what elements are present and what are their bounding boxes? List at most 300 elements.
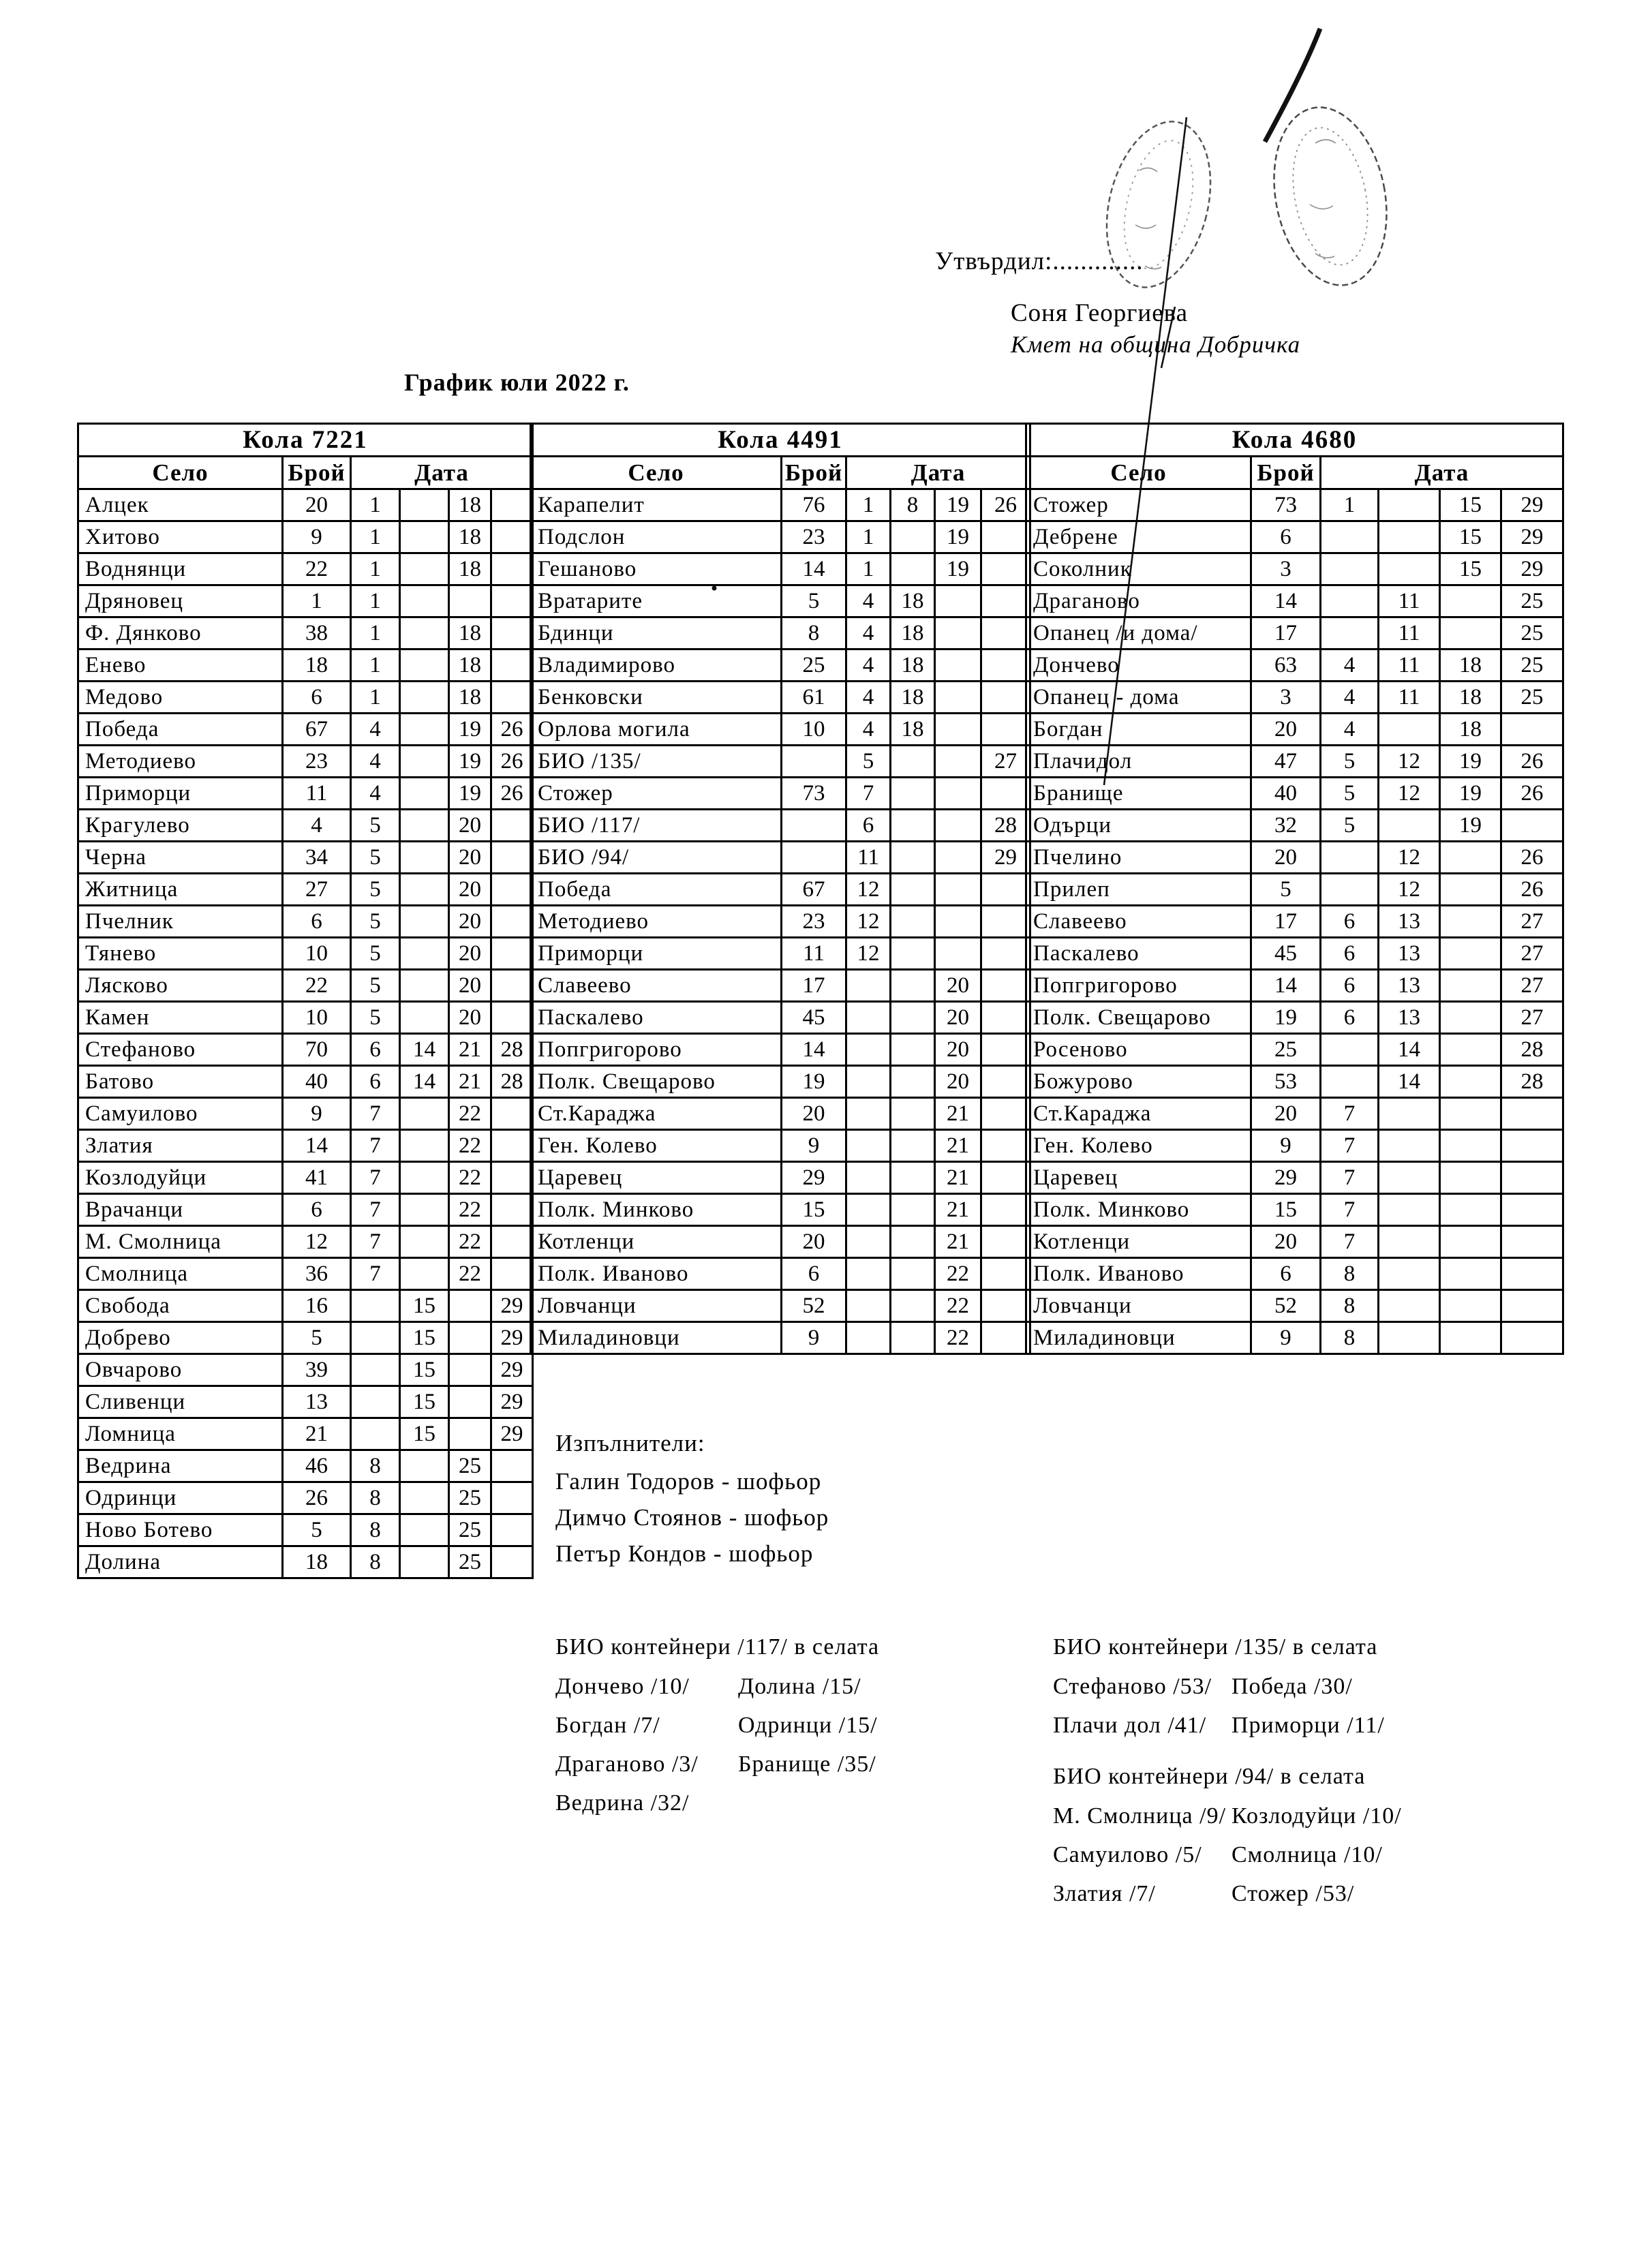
village-cell: БИО /94/ <box>531 842 782 874</box>
date-cell <box>981 1226 1030 1258</box>
date-cell: 18 <box>891 649 935 682</box>
village-cell: Енево <box>78 649 283 682</box>
date-cell: 5 <box>1321 778 1379 810</box>
table-row <box>531 457 1030 489</box>
table-row <box>78 1514 533 1546</box>
date-cell: 19 <box>449 746 491 778</box>
date-cell: 18 <box>891 617 935 649</box>
table-row <box>1026 457 1563 489</box>
bio-section-heading: БИО контейнери /94/ в селата <box>1053 1764 1366 1789</box>
date-cell: 13 <box>1379 906 1440 938</box>
date-cell: 8 <box>1321 1322 1379 1354</box>
date-cell <box>891 1034 935 1066</box>
table-row <box>531 1002 1030 1034</box>
table-row <box>1026 874 1563 906</box>
village-cell: Самуилово <box>78 1098 283 1130</box>
village-cell: Миладиновци <box>531 1322 782 1354</box>
village-cell: Вратарите <box>531 585 782 617</box>
village-cell: Полк. Свещарово <box>531 1066 782 1098</box>
date-cell: 25 <box>449 1546 491 1578</box>
date-cell <box>891 1130 935 1162</box>
village-cell: Алцек <box>78 489 283 521</box>
village-cell: Полк. Иваново <box>531 1258 782 1290</box>
count-cell: 11 <box>782 938 846 970</box>
date-cell: 5 <box>351 842 400 874</box>
date-cell <box>891 1098 935 1130</box>
date-cell <box>1440 1130 1501 1162</box>
bio-item: Плачи дол /41/ <box>1053 1713 1207 1738</box>
village-cell: Ст.Караджа <box>531 1098 782 1130</box>
count-cell: 20 <box>1251 1226 1321 1258</box>
count-cell: 39 <box>283 1354 351 1386</box>
date-cell: 4 <box>846 617 891 649</box>
date-cell <box>891 746 935 778</box>
table-row <box>78 1002 533 1034</box>
date-cell <box>1440 970 1501 1002</box>
count-cell: 18 <box>283 649 351 682</box>
table-row <box>531 1162 1030 1194</box>
date-cell: 22 <box>449 1226 491 1258</box>
date-cell: 20 <box>935 1034 981 1066</box>
date-cell <box>981 970 1030 1002</box>
count-cell: 16 <box>283 1290 351 1322</box>
village-cell: Бдинци <box>531 617 782 649</box>
date-cell: 20 <box>449 970 491 1002</box>
table-row <box>78 1194 533 1226</box>
date-cell <box>491 1162 533 1194</box>
date-cell: 4 <box>1321 649 1379 682</box>
date-cell <box>1379 1258 1440 1290</box>
date-cell <box>891 1002 935 1034</box>
date-cell: 7 <box>1321 1130 1379 1162</box>
date-cell: 4 <box>846 714 891 746</box>
village-cell: Паскалево <box>531 1002 782 1034</box>
count-cell: 40 <box>1251 778 1321 810</box>
bio-item: Победа /30/ <box>1232 1674 1353 1699</box>
date-cell <box>1321 1034 1379 1066</box>
table-row <box>531 424 1030 457</box>
date-cell: 4 <box>351 778 400 810</box>
count-cell: 17 <box>1251 617 1321 649</box>
count-cell: 46 <box>283 1450 351 1482</box>
date-cell: 22 <box>449 1194 491 1226</box>
date-cell <box>891 874 935 906</box>
date-cell <box>400 1194 449 1226</box>
bio-columns <box>1053 1803 1410 1920</box>
date-cell <box>1379 810 1440 842</box>
village-cell: БИО /135/ <box>531 746 782 778</box>
table-row <box>1026 938 1563 970</box>
date-cell: 28 <box>491 1034 533 1066</box>
date-cell <box>1321 585 1379 617</box>
bio-item: Смолница /10/ <box>1232 1842 1383 1867</box>
date-cell: 22 <box>449 1258 491 1290</box>
date-cell <box>981 1002 1030 1034</box>
date-cell: 13 <box>1379 938 1440 970</box>
village-cell: Победа <box>531 874 782 906</box>
count-cell: 45 <box>782 1002 846 1034</box>
village-cell: Тянево <box>78 938 283 970</box>
date-cell <box>400 842 449 874</box>
date-cell <box>491 1002 533 1034</box>
table-row <box>1026 970 1563 1002</box>
date-cell <box>891 553 935 585</box>
table-row <box>1026 1034 1563 1066</box>
village-cell: Добрево <box>78 1322 283 1354</box>
date-cell <box>491 874 533 906</box>
count-cell: 6 <box>283 1194 351 1226</box>
date-cell <box>1440 938 1501 970</box>
date-cell <box>491 1130 533 1162</box>
bio-item: М. Смолница /9/ <box>1053 1803 1227 1829</box>
date-cell: 18 <box>449 489 491 521</box>
village-cell: Владимирово <box>531 649 782 682</box>
village-cell: Врачанци <box>78 1194 283 1226</box>
date-cell: 27 <box>981 746 1030 778</box>
date-cell: 7 <box>351 1194 400 1226</box>
village-cell: Долина <box>78 1546 283 1578</box>
village-cell: Славеево <box>531 970 782 1002</box>
count-cell: 10 <box>782 714 846 746</box>
village-cell: Ново Ботево <box>78 1514 283 1546</box>
table-row <box>78 778 533 810</box>
count-cell: 41 <box>283 1162 351 1194</box>
column-header-date: Дата <box>1321 457 1563 489</box>
count-cell: 5 <box>1251 874 1321 906</box>
date-cell <box>400 810 449 842</box>
date-cell: 4 <box>846 682 891 714</box>
table-row <box>78 617 533 649</box>
date-cell <box>1501 1258 1563 1290</box>
date-cell <box>935 778 981 810</box>
village-cell: Соколник <box>1026 553 1251 585</box>
date-cell <box>400 874 449 906</box>
date-cell: 11 <box>1379 682 1440 714</box>
count-cell: 11 <box>283 778 351 810</box>
date-cell <box>449 1290 491 1322</box>
date-cell <box>1501 1098 1563 1130</box>
count-cell: 23 <box>782 521 846 553</box>
village-cell: Драганово <box>1026 585 1251 617</box>
date-cell <box>981 1194 1030 1226</box>
date-cell: 5 <box>1321 746 1379 778</box>
schedule-table <box>77 423 534 1579</box>
date-cell: 1 <box>351 617 400 649</box>
date-cell: 19 <box>449 714 491 746</box>
count-cell: 40 <box>283 1066 351 1098</box>
date-cell: 6 <box>1321 1002 1379 1034</box>
count-cell: 67 <box>283 714 351 746</box>
table-row <box>531 714 1030 746</box>
village-cell: Славеево <box>1026 906 1251 938</box>
date-cell: 15 <box>400 1386 449 1418</box>
village-cell: Ловчанци <box>531 1290 782 1322</box>
village-cell: Бранище <box>1026 778 1251 810</box>
date-cell <box>891 521 935 553</box>
count-cell: 3 <box>1251 553 1321 585</box>
date-cell: 18 <box>1440 649 1501 682</box>
date-cell <box>1440 1194 1501 1226</box>
count-cell: 14 <box>1251 970 1321 1002</box>
table-row <box>78 938 533 970</box>
table-row <box>78 521 533 553</box>
approval-label: Утвърдил:............. <box>935 247 1144 275</box>
table-row <box>78 746 533 778</box>
date-cell <box>491 1226 533 1258</box>
date-cell <box>935 938 981 970</box>
date-cell <box>981 649 1030 682</box>
date-cell: 29 <box>981 842 1030 874</box>
date-cell <box>1440 1066 1501 1098</box>
count-cell: 1 <box>283 585 351 617</box>
date-cell: 12 <box>1379 746 1440 778</box>
table-row <box>531 649 1030 682</box>
count-cell: 9 <box>283 521 351 553</box>
bio-column <box>1053 1674 1232 1752</box>
count-cell: 5 <box>782 585 846 617</box>
date-cell <box>891 938 935 970</box>
date-cell <box>400 1098 449 1130</box>
count-cell: 20 <box>782 1226 846 1258</box>
date-cell: 7 <box>351 1098 400 1130</box>
date-cell: 7 <box>1321 1162 1379 1194</box>
table-row <box>78 970 533 1002</box>
executor-item: Димчо Стоянов - шофьор <box>555 1504 829 1531</box>
table-row <box>531 970 1030 1002</box>
count-cell: 10 <box>283 1002 351 1034</box>
count-cell: 6 <box>1251 1258 1321 1290</box>
date-cell <box>400 1258 449 1290</box>
table-row <box>78 810 533 842</box>
village-cell: Воднянци <box>78 553 283 585</box>
count-cell: 14 <box>782 553 846 585</box>
date-cell <box>891 906 935 938</box>
date-cell <box>891 810 935 842</box>
date-cell: 29 <box>1501 553 1563 585</box>
village-cell: Миладиновци <box>1026 1322 1251 1354</box>
date-cell <box>1379 553 1440 585</box>
village-cell: Пчелник <box>78 906 283 938</box>
date-cell: 6 <box>1321 970 1379 1002</box>
date-cell <box>846 1098 891 1130</box>
date-cell <box>1379 1322 1440 1354</box>
count-cell: 19 <box>1251 1002 1321 1034</box>
column-header-count: Брой <box>782 457 846 489</box>
date-cell: 7 <box>351 1226 400 1258</box>
village-cell: Одърци <box>1026 810 1251 842</box>
date-cell: 19 <box>1440 810 1501 842</box>
bio-item: Одринци /15/ <box>738 1713 878 1738</box>
count-cell: 76 <box>782 489 846 521</box>
count-cell: 9 <box>283 1098 351 1130</box>
date-cell <box>935 746 981 778</box>
date-cell <box>400 521 449 553</box>
table-row <box>78 1130 533 1162</box>
count-cell: 70 <box>283 1034 351 1066</box>
count-cell: 17 <box>1251 906 1321 938</box>
date-cell: 26 <box>491 746 533 778</box>
date-cell <box>491 553 533 585</box>
date-cell <box>981 906 1030 938</box>
date-cell <box>400 778 449 810</box>
car-title: Кола 7221 <box>78 424 533 457</box>
date-cell: 21 <box>935 1226 981 1258</box>
date-cell <box>935 842 981 874</box>
count-cell <box>782 746 846 778</box>
count-cell: 6 <box>1251 521 1321 553</box>
date-cell: 22 <box>449 1098 491 1130</box>
date-cell <box>1440 1098 1501 1130</box>
date-cell: 4 <box>846 585 891 617</box>
date-cell <box>935 874 981 906</box>
date-cell: 29 <box>491 1354 533 1386</box>
table-row <box>1026 1098 1563 1130</box>
date-cell <box>935 617 981 649</box>
table-row <box>531 906 1030 938</box>
village-cell: Опанец /и дома/ <box>1026 617 1251 649</box>
schedule-table <box>530 423 1031 1355</box>
table-row <box>1026 1162 1563 1194</box>
column-header-count: Брой <box>1251 457 1321 489</box>
date-cell: 1 <box>351 553 400 585</box>
date-cell: 15 <box>400 1354 449 1386</box>
date-cell: 5 <box>351 874 400 906</box>
village-cell: Царевец <box>1026 1162 1251 1194</box>
count-cell: 17 <box>782 970 846 1002</box>
date-cell <box>400 649 449 682</box>
date-cell: 20 <box>935 970 981 1002</box>
village-cell: Стефаново <box>78 1034 283 1066</box>
count-cell: 8 <box>782 617 846 649</box>
date-cell: 1 <box>351 649 400 682</box>
date-cell <box>981 938 1030 970</box>
table-row <box>78 1354 533 1386</box>
table-row <box>1026 489 1563 521</box>
bio-section <box>1053 1764 1410 1920</box>
date-cell <box>491 617 533 649</box>
date-cell: 5 <box>351 938 400 970</box>
date-cell <box>1501 1226 1563 1258</box>
bio-item: Дончево /10/ <box>555 1674 690 1699</box>
village-cell: Златия <box>78 1130 283 1162</box>
count-cell: 52 <box>782 1290 846 1322</box>
date-cell <box>1321 617 1379 649</box>
village-cell: Пчелино <box>1026 842 1251 874</box>
count-cell: 13 <box>283 1386 351 1418</box>
count-cell: 23 <box>782 906 846 938</box>
date-cell <box>981 1162 1030 1194</box>
bio-item: Бранище /35/ <box>738 1752 876 1777</box>
date-cell: 8 <box>351 1450 400 1482</box>
date-cell <box>935 682 981 714</box>
date-cell: 7 <box>1321 1194 1379 1226</box>
date-cell <box>891 1322 935 1354</box>
village-cell: Крагулево <box>78 810 283 842</box>
date-cell <box>400 489 449 521</box>
date-cell: 29 <box>1501 489 1563 521</box>
date-cell: 8 <box>1321 1258 1379 1290</box>
date-cell <box>1440 1226 1501 1258</box>
date-cell: 28 <box>1501 1066 1563 1098</box>
date-cell: 4 <box>1321 682 1379 714</box>
date-cell: 20 <box>935 1002 981 1034</box>
date-cell <box>400 682 449 714</box>
table-row <box>531 1322 1030 1354</box>
schedule-table <box>1025 423 1564 1355</box>
date-cell <box>935 649 981 682</box>
table-row <box>78 1034 533 1066</box>
date-cell: 20 <box>449 1002 491 1034</box>
date-cell <box>400 938 449 970</box>
count-cell: 38 <box>283 617 351 649</box>
table-row <box>1026 746 1563 778</box>
count-cell: 22 <box>283 970 351 1002</box>
table-row <box>78 842 533 874</box>
village-cell: Козлодуйци <box>78 1162 283 1194</box>
table-row <box>78 424 533 457</box>
date-cell <box>491 1546 533 1578</box>
count-cell: 52 <box>1251 1290 1321 1322</box>
table-row <box>531 1034 1030 1066</box>
approver-title: Кмет на община Добричка <box>1011 331 1301 358</box>
date-cell: 28 <box>491 1066 533 1098</box>
date-cell: 29 <box>491 1322 533 1354</box>
date-cell <box>891 1194 935 1226</box>
date-cell <box>981 553 1030 585</box>
date-cell <box>351 1386 400 1418</box>
date-cell <box>981 521 1030 553</box>
date-cell <box>846 1162 891 1194</box>
bio-section <box>555 1634 921 1829</box>
table-row <box>1026 1322 1563 1354</box>
date-cell <box>981 1258 1030 1290</box>
count-cell: 27 <box>283 874 351 906</box>
date-cell: 1 <box>846 521 891 553</box>
date-cell <box>491 842 533 874</box>
date-cell: 12 <box>846 874 891 906</box>
count-cell: 26 <box>283 1482 351 1514</box>
date-cell: 7 <box>1321 1098 1379 1130</box>
village-cell: Полк. Иваново <box>1026 1258 1251 1290</box>
date-cell: 5 <box>846 746 891 778</box>
car-title: Кола 4680 <box>1026 424 1563 457</box>
date-cell: 20 <box>449 938 491 970</box>
date-cell: 26 <box>1501 874 1563 906</box>
date-cell <box>846 1002 891 1034</box>
date-cell: 8 <box>351 1514 400 1546</box>
date-cell: 22 <box>449 1162 491 1194</box>
village-cell: Попгригорово <box>1026 970 1251 1002</box>
count-cell: 36 <box>283 1258 351 1290</box>
date-cell <box>981 1290 1030 1322</box>
date-cell: 19 <box>449 778 491 810</box>
date-cell <box>491 1258 533 1290</box>
date-cell: 22 <box>449 1130 491 1162</box>
date-cell <box>846 1194 891 1226</box>
date-cell <box>491 970 533 1002</box>
date-cell <box>1440 1002 1501 1034</box>
table-row <box>78 585 533 617</box>
date-cell: 5 <box>351 970 400 1002</box>
date-cell: 28 <box>981 810 1030 842</box>
date-cell <box>491 1514 533 1546</box>
table-row <box>1026 1066 1563 1098</box>
date-cell <box>491 1482 533 1514</box>
date-cell <box>1501 1322 1563 1354</box>
table-row <box>531 778 1030 810</box>
table-row <box>78 1546 533 1578</box>
village-cell: Сливенци <box>78 1386 283 1418</box>
